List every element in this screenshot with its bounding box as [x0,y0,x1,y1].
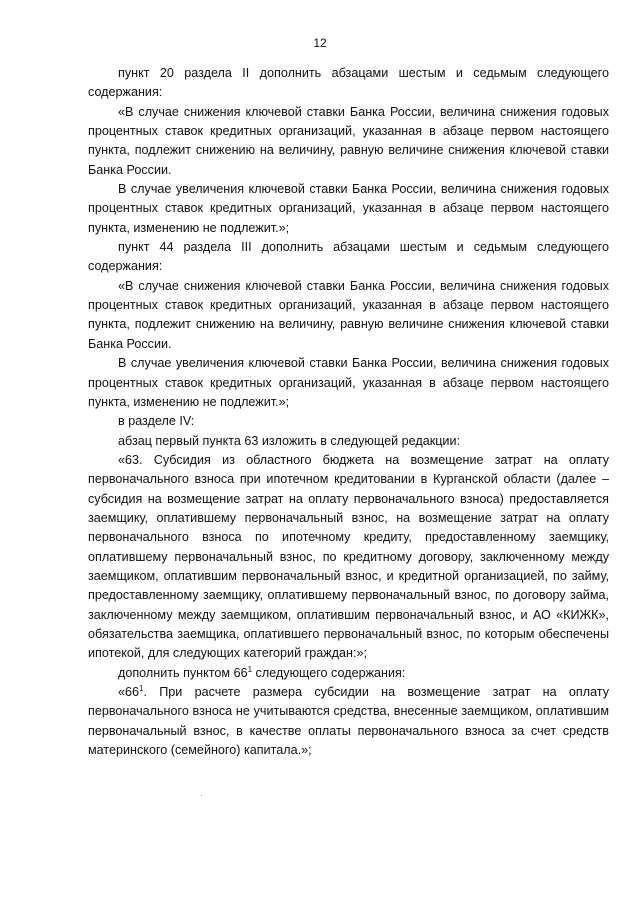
scan-artifact [201,795,202,796]
page-number: 12 [313,36,327,50]
paragraph: «В случае снижения ключевой ставки Банка России, величина снижения годовых процентных ставок кредитных организаций, указанная в абзаце первом настоящего пункта, подлежит снижению на величину, равную величине снижения ключевой ставки Банка России. [88,104,609,177]
paragraph [88,664,609,683]
paragraph: пункт 44 раздела III дополнить абзацами шестым и седьмым следующего содержания: [88,240,609,274]
paragraph-text: «66 [118,685,140,699]
paragraph: «В случае снижения ключевой ставки Банка России, величина снижения годовых процентных ставок кредитных организаций, указанная в абзаце первом настоящего пункта, подлежит снижению на величину, равную величине снижения ключевой ставки Банка России. [88,278,609,351]
paragraph [88,683,609,760]
paragraph: «63. Субсидия из областного бюджета на возмещение затрат на оплату первоначального взноса при ипотечном кредитовании в Курганской области (далее – субсидия на возмещение затрат на оплату первоначального взноса) предоставляется заемщику, оплатившему первоначальный взнос, на возмещение затрат на оплату первоначального взноса по ипотечному кредиту, предоставленному заемщику, оплатившему первоначальный взнос, по кредитному договору, заключенному между заемщиком, оплатившим первоначальный взнос, и кредитной организацией, по займу, предоставленному заемщику, оплатившему первоначальный взнос, по договору займа, заключенному между заемщиком, оплатившим первоначальный взнос, и АО «КИЖК», обязательства заемщика, оплатившего первоначальный взнос, по которым обеспечены ипотекой, для следующих категорий граждан:»; [88,452,609,661]
paragraph-text: дополнить пунктом 66 [118,665,248,680]
paragraph: В случае увеличения ключевой ставки Банка России, величина снижения годовых процентных ставок кредитных организаций, указанная в абзаце первом настоящего пункта, изменению не подлежит.»; [88,356,609,409]
paragraph: в разделе IV: [118,414,195,429]
paragraph-text: следующего содержания: [252,665,406,680]
paragraph: В случае увеличения ключевой ставки Банка России, величина снижения годовых процентных ставок кредитных организаций, указанная в абзаце первом настоящего пункта, изменению не подлежит.»; [88,182,609,235]
paragraph-text: . При расчете размера субсидии на возмещение затрат на оплату первоначального взноса не учитываются средства, внесенные заемщиком, оплатившим первоначальный взнос, в качестве оплаты первоначального взноса за счет средств материнского (семейного) капитала.»; [88,685,609,758]
paragraph: пункт 20 раздела II дополнить абзацами шестым и седьмым следующего содержания: [88,66,609,100]
superscript: 1 [139,684,144,693]
document-body [88,64,609,760]
superscript: 1 [247,664,253,674]
paragraph: абзац первый пункта 63 изложить в следующей редакции: [118,433,460,448]
